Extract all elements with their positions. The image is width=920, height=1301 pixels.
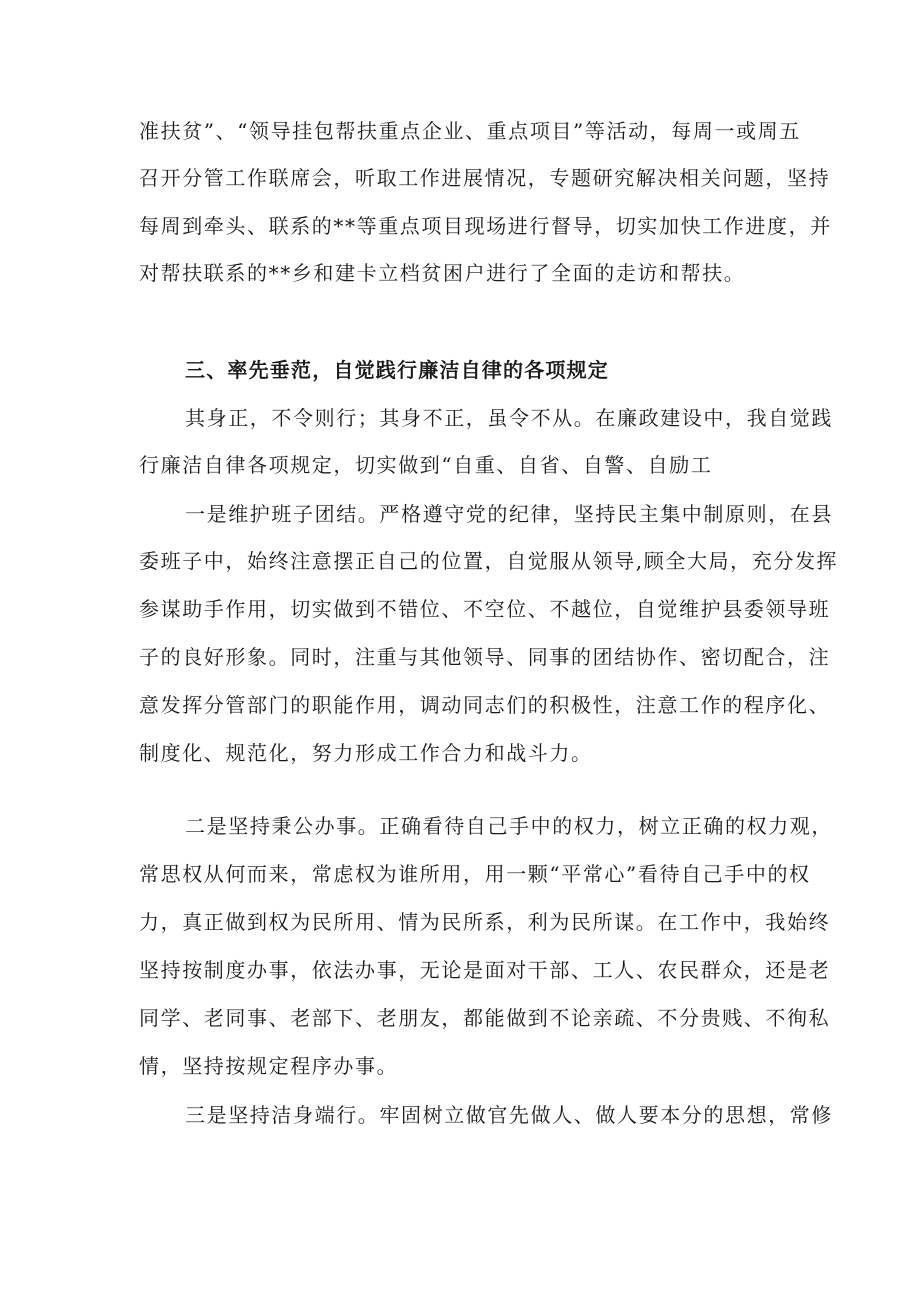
paragraph-line: 同学、老同事、老部下、老朋友，都能做到不论亲疏、不分贵贱、不徇私	[139, 1006, 831, 1030]
paragraph-line: 其身正，不令则行；其身不正，虽令不从。在廉政建设中，我自觉践	[185, 406, 833, 430]
paragraph-line: 每周到牵头、联系的**等重点项目现场进行督导，切实加快工作进度，并	[139, 214, 832, 238]
paragraph-line: 召开分管工作联席会，听取工作进展情况，专题研究解决相关问题，坚持	[139, 166, 831, 190]
paragraph-line: 参谋助手作用，切实做到不错位、不空位、不越位，自觉维护县委领导班	[139, 597, 831, 621]
paragraph-line: 准扶贫”、“领导挂包帮扶重点企业、重点项目”等活动，每周一或周五	[139, 119, 801, 143]
paragraph-line: 制度化、规范化，努力形成工作合力和战斗力。	[139, 741, 593, 765]
paragraph-line: 二是坚持秉公办事。正确看待自己手中的权力，树立正确的权力观，	[185, 814, 833, 838]
paragraph-line: 一是维护班子团结。严格遵守党的纪律，坚持民主集中制原则，在县	[185, 502, 833, 526]
paragraph-line: 对帮扶联系的**乡和建卡立档贫困户进行了全面的走访和帮扶。	[139, 261, 746, 285]
paragraph-line: 三是坚持洁身端行。牢固树立做官先做人、做人要本分的思想，常修	[185, 1103, 833, 1127]
paragraph-line: 行廉洁自律各项规定，切实做到“自重、自省、自警、自励工	[139, 453, 713, 477]
paragraph-line: 委班子中，始终注意摆正自己的位置，自觉服从领导,顾全大局，充分发挥	[139, 549, 839, 573]
paragraph-line: 力，真正做到权为民所用、情为民所系，利为民所谋。在工作中，我始终	[139, 910, 831, 934]
section-heading: 三、率先垂范，自觉践行廉洁自律的各项规定	[185, 358, 609, 382]
paragraph-line: 意发挥分管部门的职能作用，调动同志们的积极性，注意工作的程序化、	[139, 693, 831, 717]
paragraph-line: 情，坚持按规定程序办事。	[139, 1054, 399, 1078]
paragraph-line: 子的良好形象。同时，注重与其他领导、同事的团结协作、密切配合，注	[139, 645, 831, 669]
paragraph-line: 常思权从何而来，常虑权为谁所用，用一颗“平常心”看待自己手中的权	[139, 862, 811, 886]
paragraph-line: 坚持按制度办事，依法办事，无论是面对干部、工人、农民群众，还是老	[139, 958, 831, 982]
